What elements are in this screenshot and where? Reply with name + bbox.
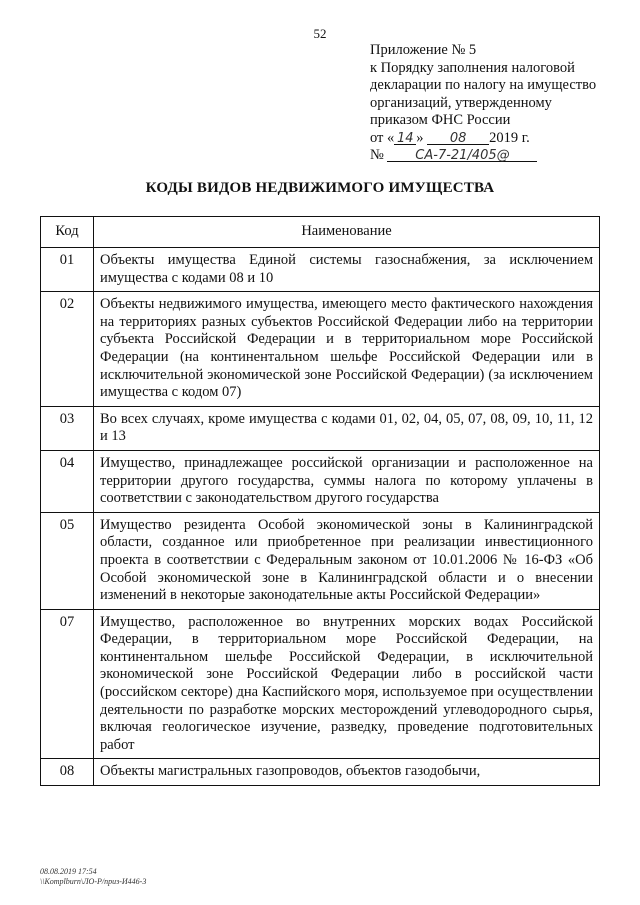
row-code: 03 xyxy=(41,406,94,450)
row-code: 01 xyxy=(41,248,94,292)
row-code: 08 xyxy=(41,759,94,786)
row-name: Объекты недвижимого имущества, имеющего место фактического нахождения на территориях разных субъектов Российской Федерации либо на территории субъекта Российской Федерации и в территориальном море Российской Федерации (на континентальном шельфе Российской Федерации или в исключительной экономической зоне Российской Федерации) (за исключением имущества с кодом 07) xyxy=(94,292,600,407)
row-code: 07 xyxy=(41,609,94,759)
row-name: Имущество резидента Особой экономической зоны в Калининградской области, созданное или приобретенное при реализации инвестиционного проекта в соответствии с Федеральным законом от 10.01.2006 № 16-ФЗ «Об Особой экономической зоне в Калининградской области и о внесении изменений в некоторые законодательные акты Российской Федерации» xyxy=(94,512,600,609)
number-prefix: № xyxy=(370,147,384,163)
table-row xyxy=(41,292,600,407)
header-code: Код xyxy=(41,217,94,248)
row-code: 05 xyxy=(41,512,94,609)
appendix-block xyxy=(370,42,620,165)
date-mid: » xyxy=(416,129,424,146)
appendix-line-4: организаций, утвержденному xyxy=(370,94,552,111)
table-row xyxy=(41,248,600,292)
appendix-line-1: Приложение № 5 xyxy=(370,42,477,58)
row-name: Во всех случаях, кроме имущества с кодами 01, 02, 04, 05, 07, 08, 09, 10, 11, 12 и 13 xyxy=(94,406,600,450)
row-code: 02 xyxy=(41,292,94,407)
appendix-line-2: к Порядку заполнения налоговой xyxy=(370,59,575,76)
table-row xyxy=(41,609,600,759)
appendix-line-5: приказом ФНС России xyxy=(370,112,511,128)
date-prefix: от « xyxy=(370,129,395,146)
date-day: 14 xyxy=(394,130,416,145)
header-name: Наименование xyxy=(94,217,600,248)
appendix-line-3: декларации по налогу на имущество xyxy=(370,77,597,93)
page-number: 52 xyxy=(313,26,327,41)
table-row xyxy=(41,512,600,609)
table-row xyxy=(41,759,600,786)
row-name: Объекты магистральных газопроводов, объектов газодобычи, xyxy=(94,759,600,786)
date-month: 08 xyxy=(427,130,489,145)
table-row xyxy=(41,450,600,512)
document-title: КОДЫ ВИДОВ НЕДВИЖИМОГО ИМУЩЕСТВА xyxy=(145,180,495,196)
row-code: 04 xyxy=(41,450,94,512)
order-date xyxy=(370,130,620,148)
table-row xyxy=(41,406,600,450)
number-value: СА-7-21/405@ xyxy=(387,147,537,162)
row-name: Имущество, расположенное во внутренних морских водах Российской Федерации, в территориальном море Российской Федерации, на континентальном шельфе Российской Федерации, в исключительной экономической зоне Российской Федерации либо в российской части (российском секторе) дна Каспийского моря, используемое при осуществлении деятельности по разработке морских месторождений углеводородного сырья, включая геологическое изучение, разведку, проведение подготовительных работ xyxy=(94,609,600,759)
order-number xyxy=(370,147,620,165)
codes-table xyxy=(40,216,600,786)
row-name: Имущество, принадлежащее российской организации и расположенное на территории другого государства, суммы налога по которому уплачены в соответствии с законодательством другого государства xyxy=(94,450,600,512)
footer-line-1: 08.08.2019 17:54 xyxy=(40,867,97,876)
footer-line-2: \\Komplburn\ЛО-Р/приз-И446-3 xyxy=(40,877,147,886)
date-suffix: 2019 г. xyxy=(489,129,530,146)
footer-stamp xyxy=(40,867,146,887)
row-name: Объекты имущества Единой системы газоснабжения, за исключением имущества с кодами 08 и 10 xyxy=(94,248,600,292)
table-header-row xyxy=(41,217,600,248)
